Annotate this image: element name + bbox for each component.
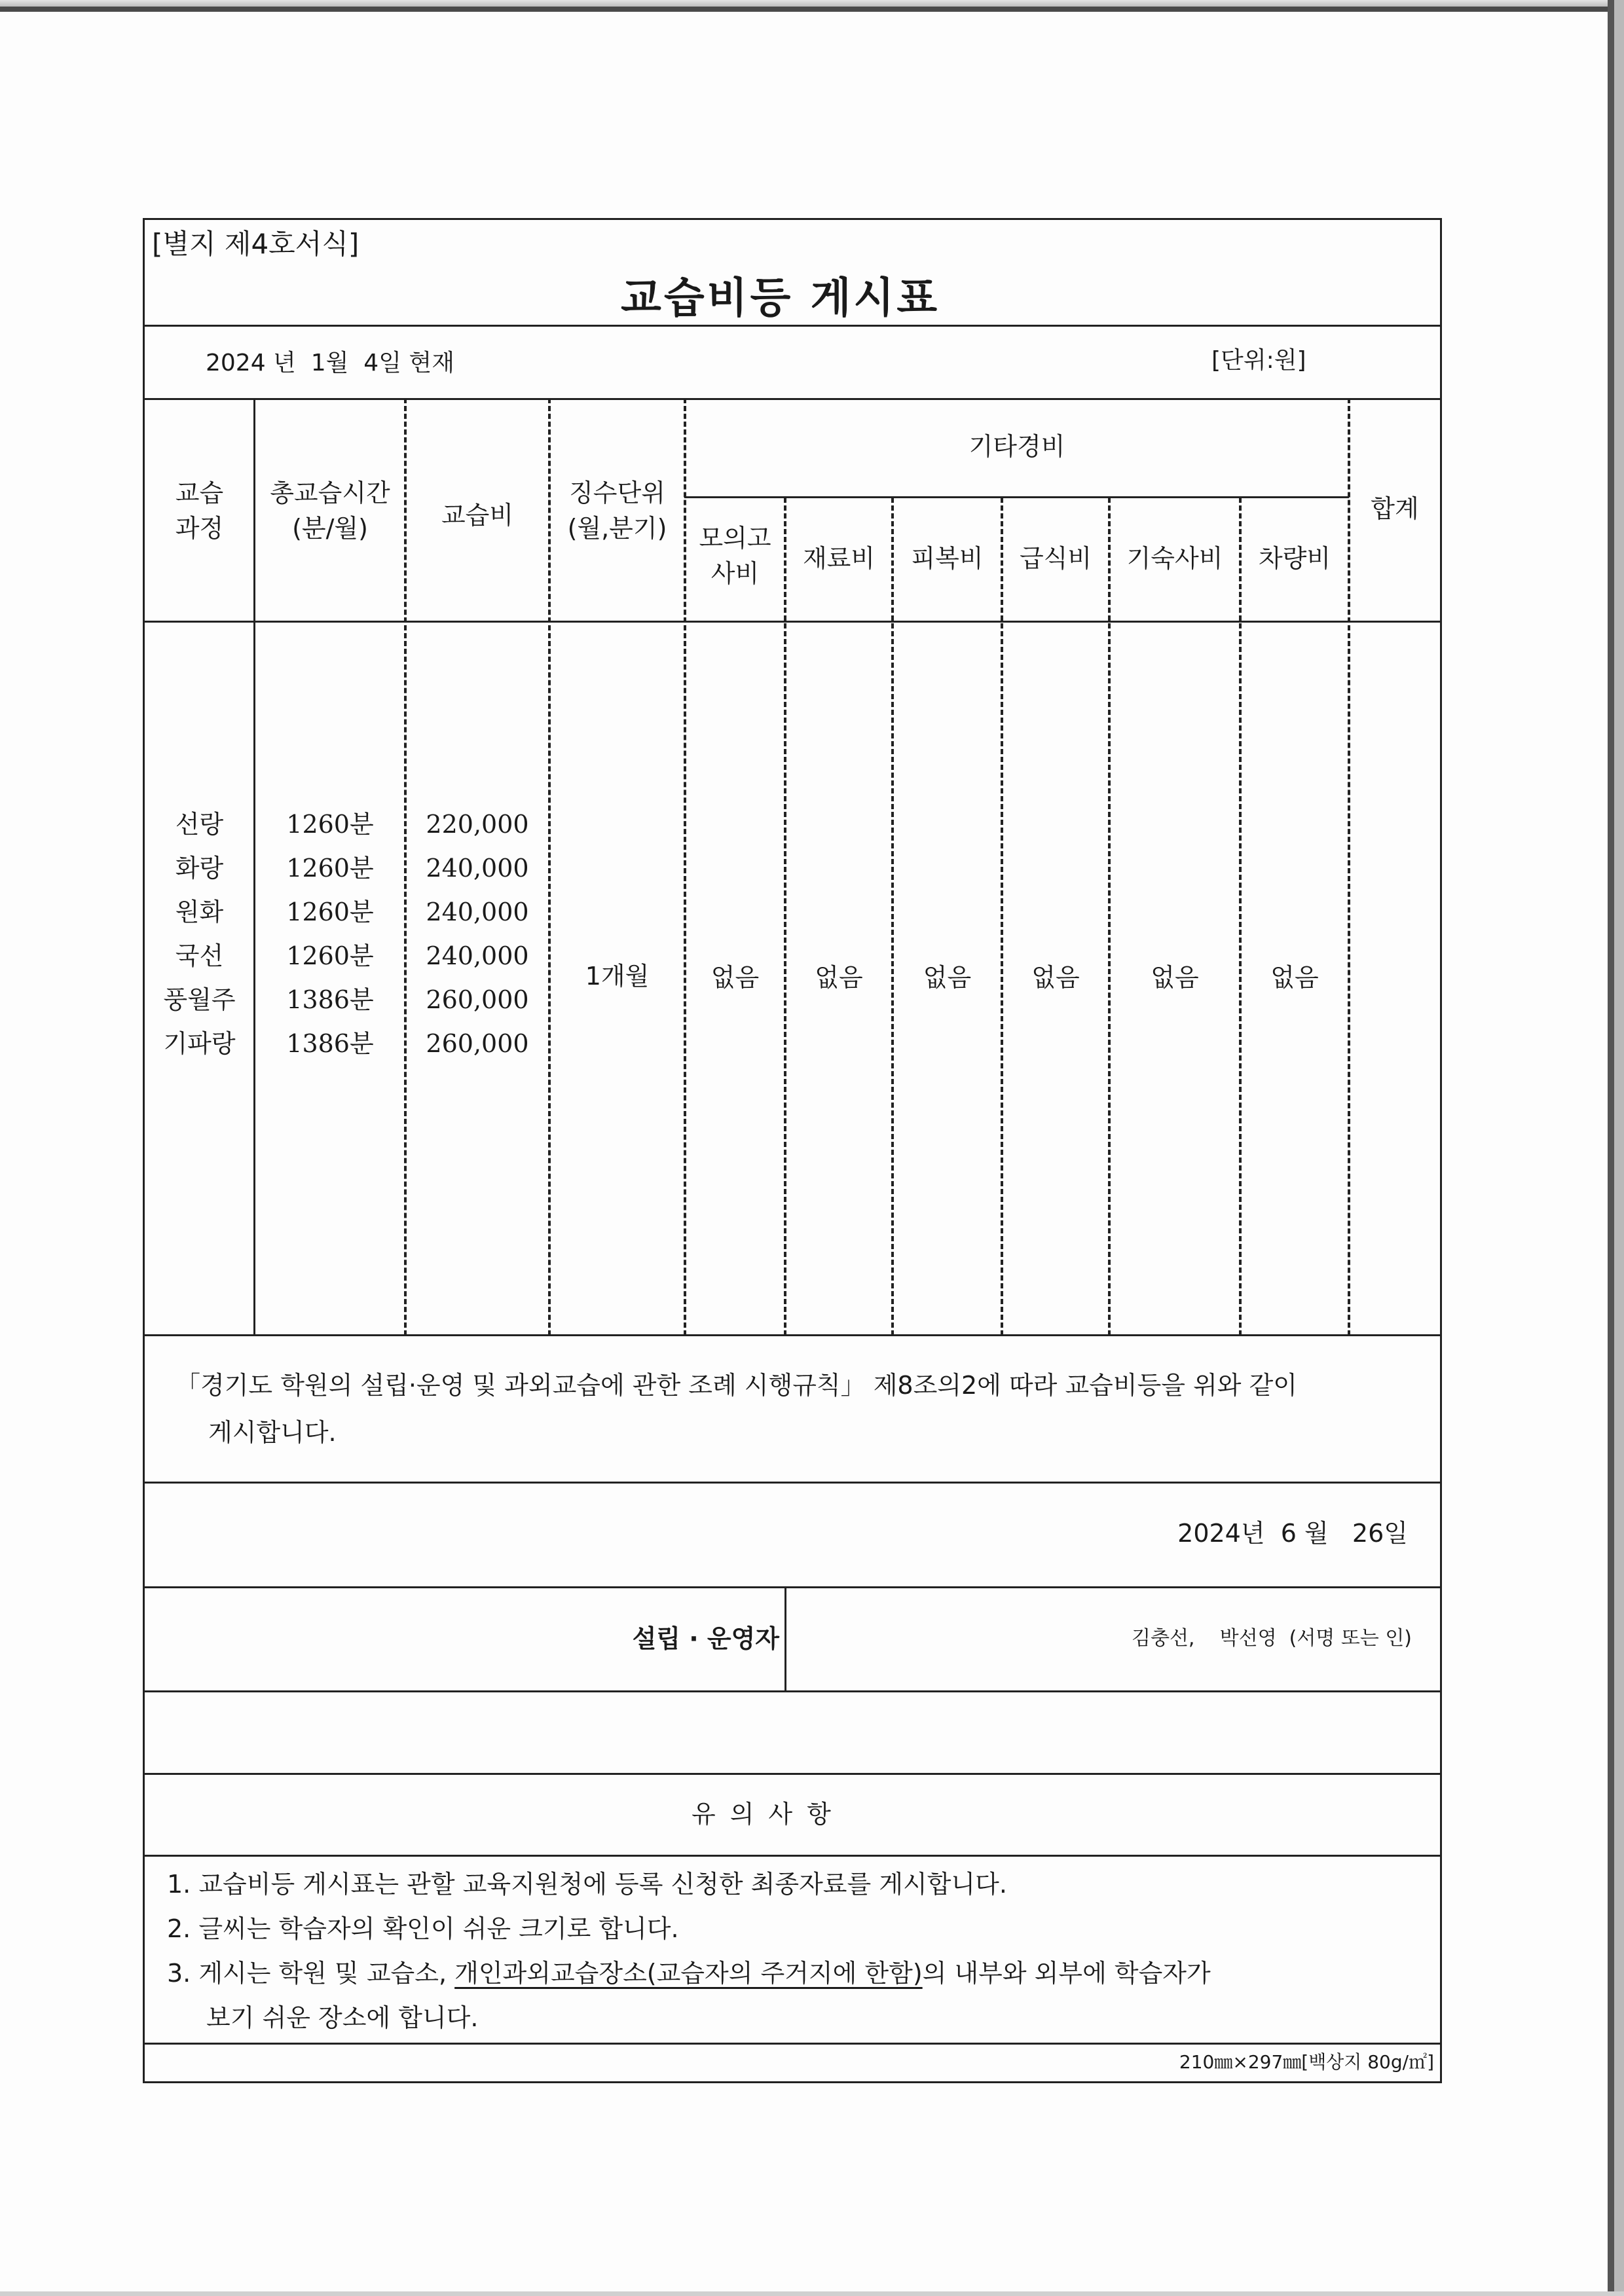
- unit-label: [단위:원]: [1211, 347, 1306, 374]
- rule-statement-bottom: [143, 1482, 1442, 1484]
- course-fee: 240,000: [426, 898, 529, 926]
- col-divider-other-1: [784, 498, 786, 1336]
- rule-blank-bottom: [143, 1773, 1442, 1775]
- as-of-date: 2024 년 1월 4일 현재: [206, 350, 454, 376]
- col-divider-total: [1348, 398, 1350, 1336]
- course-fee: 240,000: [426, 941, 529, 970]
- header-total-hours: [255, 475, 405, 546]
- scan-edge-top: [0, 0, 1624, 7]
- course-fee: 240,000: [426, 854, 529, 883]
- header-total: 합계: [1371, 494, 1419, 523]
- course-hours: 1386분: [286, 985, 374, 1014]
- header-mock-exam-line2: 사비: [710, 559, 760, 588]
- course-name: 풍월주: [163, 985, 236, 1014]
- course-fee: 220,000: [426, 810, 529, 839]
- rule-signdate-bottom: [143, 1586, 1442, 1588]
- note-item: 1. 교습비등 게시표는 관할 교육지원청에 등록 신청한 최종자료를 게시합니다.: [167, 1870, 1007, 1899]
- scan-edge-right-shadow: [1608, 0, 1614, 2296]
- header-materials: 재료비: [802, 544, 876, 573]
- course-name: 국선: [175, 941, 224, 970]
- statement-text: [175, 1362, 1434, 1456]
- dormitory-value: 없음: [1151, 963, 1199, 992]
- vehicle-value: 없음: [1270, 963, 1319, 992]
- col-divider-other-2: [891, 498, 894, 1336]
- course-name: 화랑: [175, 854, 224, 883]
- course-name: 기파랑: [163, 1029, 236, 1058]
- header-uniform: 피복비: [911, 544, 984, 573]
- statement-line-1: 「경기도 학원의 설립·운영 및 과외교습에 관한 조례 시행규칙」 제8조의2에 따라 교습비등을 위와 같이: [175, 1371, 1297, 1400]
- course-hours: 1260분: [286, 810, 374, 839]
- operator-names: 김충선, 박선영 (서명 또는 인): [1131, 1627, 1412, 1650]
- header-total-hours-line1: 총교습시간: [270, 479, 390, 507]
- note-item: 2. 글씨는 학습자의 확인이 쉬운 크기로 합니다.: [167, 1914, 679, 1943]
- scan-edge-bottom: [0, 2291, 1624, 2296]
- materials-value: 없음: [815, 963, 863, 992]
- notes-heading: 유의사항: [692, 1800, 845, 1829]
- course-column: [145, 803, 253, 1066]
- header-mock-exam: [686, 520, 784, 591]
- uniform-value: 없음: [923, 963, 972, 992]
- header-mock-exam-line1: 모의고: [699, 524, 771, 553]
- header-collection-unit: [550, 475, 684, 546]
- form-number: [별지 제4호서식]: [152, 228, 360, 260]
- course-hours: 1260분: [286, 854, 374, 883]
- note-item-3-continued: 보기 쉬운 장소에 합니다.: [206, 2003, 479, 2032]
- header-meals: 급식비: [1019, 544, 1092, 573]
- operator-label: 설립 · 운영자: [632, 1624, 779, 1653]
- course-fee: 260,000: [426, 1029, 529, 1058]
- header-total-hours-line2: (분/월): [292, 514, 368, 543]
- header-course: [145, 475, 253, 546]
- mock-exam-value: 없음: [710, 963, 760, 992]
- course-fee: 260,000: [426, 985, 529, 1014]
- course-hours: 1386분: [286, 1029, 374, 1058]
- header-course-line1: 교습: [175, 479, 224, 507]
- rule-notes-bottom: [143, 2043, 1442, 2045]
- statement-line-2: 게시합니다.: [208, 1418, 337, 1447]
- fee-column: [406, 803, 549, 1066]
- scan-edge-right: [1614, 0, 1624, 2296]
- rule-notes-heading-bottom: [143, 1855, 1442, 1857]
- rule-title-bottom: [143, 325, 1442, 327]
- note-item-3-underlined: 개인과외교습장소(교습자의 주거지에 한함): [454, 1959, 923, 1988]
- header-other-expenses: 기타경비: [969, 432, 1065, 461]
- header-course-line2: 과정: [175, 514, 224, 543]
- header-vehicle: 차량비: [1258, 544, 1331, 573]
- header-fee: 교습비: [441, 501, 514, 530]
- header-collection-unit-line1: 징수단위: [569, 479, 665, 507]
- scan-edge-top-shadow: [0, 7, 1624, 12]
- meals-value: 없음: [1031, 963, 1080, 992]
- hours-column: [255, 803, 405, 1066]
- collection-unit-value: 1개월: [585, 962, 650, 991]
- rule-header-bottom: [143, 621, 1442, 623]
- col-divider-other-3: [1001, 498, 1003, 1336]
- rule-operator-bottom: [143, 1690, 1442, 1692]
- header-dormitory: 기숙사비: [1126, 544, 1223, 573]
- page-title: 교습비등 게시표: [621, 274, 940, 323]
- operator-divider: [784, 1586, 786, 1691]
- course-name: 원화: [175, 898, 224, 926]
- course-hours: 1260분: [286, 898, 374, 926]
- signature-date: 2024년 6 월 26일: [1177, 1519, 1408, 1548]
- header-collection-unit-line2: (월,분기): [567, 514, 667, 543]
- course-hours: 1260분: [286, 941, 374, 970]
- note-item: [167, 1951, 1437, 1995]
- notes-list: [167, 1862, 1437, 2040]
- note-item-3-prefix: 3. 게시는 학원 및 교습소,: [167, 1959, 455, 1988]
- course-name: 선랑: [175, 810, 224, 839]
- rule-body-bottom: [143, 1334, 1442, 1336]
- rule-date-bottom: [143, 398, 1442, 400]
- col-divider-other-4: [1108, 498, 1111, 1336]
- col-divider-other-5: [1239, 498, 1242, 1336]
- paper-spec: 210㎜×297㎜[백상지 80g/㎡]: [1179, 2051, 1434, 2073]
- note-item-3-suffix: 의 내부와 외부에 학습자가: [922, 1959, 1211, 1988]
